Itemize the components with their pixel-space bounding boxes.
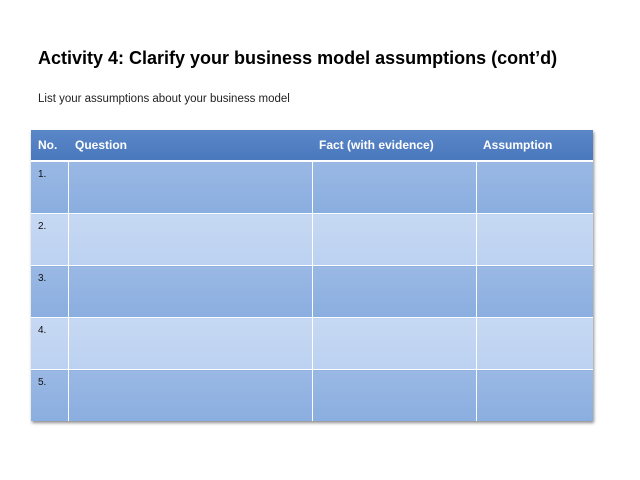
assumption-cell[interactable]	[476, 318, 593, 370]
header-question: Question	[68, 130, 312, 161]
fact-cell[interactable]	[312, 161, 476, 214]
assumption-cell[interactable]	[476, 161, 593, 214]
row-number: 3.	[31, 266, 68, 318]
question-cell[interactable]	[68, 214, 312, 266]
table-header-row	[31, 130, 593, 161]
fact-cell[interactable]	[312, 266, 476, 318]
question-cell[interactable]	[68, 161, 312, 214]
table-row	[31, 266, 593, 318]
row-number: 5.	[31, 370, 68, 422]
row-number: 1.	[31, 161, 68, 214]
page-title: Activity 4: Clarify your business model assumptions (cont’d)	[38, 48, 558, 68]
assumption-cell[interactable]	[476, 266, 593, 318]
header-fact: Fact (with evidence)	[312, 130, 476, 161]
question-cell[interactable]	[68, 318, 312, 370]
table-row	[31, 161, 593, 214]
assumptions-table	[31, 130, 593, 421]
page-subtitle: List your assumptions about your business model	[38, 93, 290, 105]
question-cell[interactable]	[68, 266, 312, 318]
table-row	[31, 318, 593, 370]
fact-cell[interactable]	[312, 214, 476, 266]
table-row	[31, 214, 593, 266]
header-assumption: Assumption	[476, 130, 593, 161]
row-number: 2.	[31, 214, 68, 266]
assumption-cell[interactable]	[476, 370, 593, 422]
table-row	[31, 370, 593, 422]
fact-cell[interactable]	[312, 318, 476, 370]
assumption-cell[interactable]	[476, 214, 593, 266]
fact-cell[interactable]	[312, 370, 476, 422]
question-cell[interactable]	[68, 370, 312, 422]
row-number: 4.	[31, 318, 68, 370]
header-no: No.	[31, 130, 68, 161]
